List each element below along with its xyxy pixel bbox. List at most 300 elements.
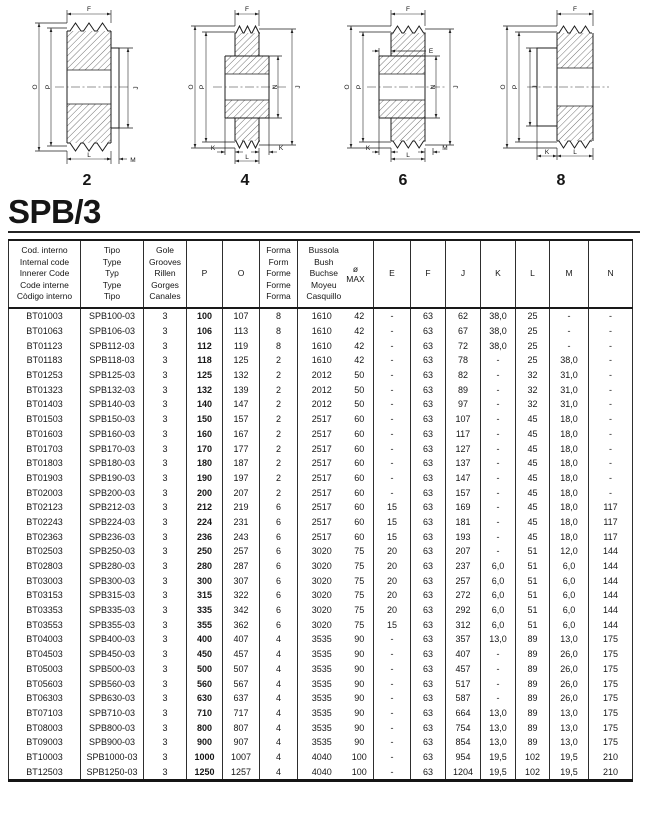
table-row: [9, 588, 633, 603]
cell-n: -: [589, 353, 633, 368]
cell-grooves: 3: [144, 544, 187, 559]
cell-form: 4: [260, 750, 298, 765]
cell-internal_code: BT02123: [26, 502, 63, 513]
cell-o: 1007: [223, 750, 260, 765]
table-row: [9, 764, 633, 780]
cell-p: 315: [187, 588, 223, 603]
cell-n: 144: [589, 573, 633, 588]
cell-p: 500: [187, 662, 223, 677]
cell-m: 13,0: [550, 735, 589, 750]
cell-n: -: [589, 382, 633, 397]
cell-f: 63: [411, 764, 446, 780]
cell-p: 140: [187, 397, 223, 412]
cell-diameter_max: 90: [354, 649, 365, 660]
cell-m: -: [550, 308, 589, 324]
dim-label-F: F: [573, 6, 577, 13]
table-header-row: [9, 240, 633, 308]
cell-p: 250: [187, 544, 223, 559]
cell-p: 300: [187, 573, 223, 588]
cell-internal_code: BT02363: [26, 531, 63, 542]
cell-o: 362: [223, 617, 260, 632]
cell-type: SPB150-03: [81, 412, 144, 427]
cell-grooves: 3: [144, 735, 187, 750]
cell-k: -: [481, 368, 516, 383]
cell-bush: 2517: [298, 427, 346, 442]
cell-bush: 2517: [298, 529, 346, 544]
cell-k: -: [481, 647, 516, 662]
cell-diameter_max: 42: [354, 326, 365, 337]
cell-bush: 3020: [298, 559, 346, 574]
cell-j: 82: [446, 368, 481, 383]
cell-n: 175: [589, 706, 633, 721]
cell-form: 4: [260, 706, 298, 721]
header-line: Tipo: [103, 291, 121, 302]
cell-f: 63: [411, 529, 446, 544]
cell-bush: 1610: [298, 338, 346, 353]
cell-l: 45: [516, 441, 550, 456]
cell-j: 517: [446, 676, 481, 691]
cell-internal_code: BT07103: [26, 707, 63, 718]
cell-p: 190: [187, 471, 223, 486]
cell-diameter_max: 60: [354, 487, 365, 498]
cell-form: 2: [260, 397, 298, 412]
col-header-l: L: [516, 240, 550, 308]
cell-form: 6: [260, 515, 298, 530]
cell-f: 63: [411, 441, 446, 456]
cell-p: 280: [187, 559, 223, 574]
cell-f: 63: [411, 471, 446, 486]
cell-form: 4: [260, 632, 298, 647]
cell-internal_code: BT02243: [26, 516, 63, 527]
cell-m: 18,0: [550, 500, 589, 515]
header-line: Forma: [266, 291, 291, 302]
header-line: Internal code: [19, 256, 70, 267]
cell-type: SPB250-03: [81, 544, 144, 559]
cell-bush: 3535: [298, 676, 346, 691]
cell-n: 144: [589, 617, 633, 632]
cell-p: 1250: [187, 764, 223, 780]
header-line: Gole: [156, 245, 174, 256]
cell-grooves: 3: [144, 750, 187, 765]
header-line: Buchse: [309, 268, 338, 279]
cell-internal_code: BT01123: [26, 340, 63, 351]
cell-e: -: [374, 427, 411, 442]
cell-e: -: [374, 735, 411, 750]
header-line: Bush: [314, 256, 334, 267]
cell-internal_code: BT04503: [26, 649, 63, 660]
dim-label-F: F: [87, 6, 91, 13]
cell-type: SPB236-03: [81, 529, 144, 544]
cell-bush: 2012: [298, 382, 346, 397]
cell-l: 51: [516, 588, 550, 603]
cell-k: 6,0: [481, 603, 516, 618]
cell-form: 6: [260, 559, 298, 574]
cell-grooves: 3: [144, 412, 187, 427]
cell-bush: 3535: [298, 691, 346, 706]
dim-label-J: J: [453, 85, 460, 89]
cell-type: SPB315-03: [81, 588, 144, 603]
cell-l: 89: [516, 676, 550, 691]
cell-f: 63: [411, 427, 446, 442]
cell-type: SPB900-03: [81, 735, 144, 750]
cell-bush: 3535: [298, 632, 346, 647]
cell-k: 6,0: [481, 573, 516, 588]
cell-f: 63: [411, 720, 446, 735]
cell-grooves: 3: [144, 441, 187, 456]
cell-j: 237: [446, 559, 481, 574]
cell-bush: 2517: [298, 500, 346, 515]
cell-diameter_max: 42: [354, 311, 365, 322]
cell-o: 322: [223, 588, 260, 603]
cell-grooves: 3: [144, 427, 187, 442]
cell-n: 144: [589, 544, 633, 559]
cell-grooves: 3: [144, 676, 187, 691]
header-line: Type: [102, 279, 122, 290]
cell-grooves: 3: [144, 529, 187, 544]
col-header-j: J: [446, 240, 481, 308]
pulley-drawing-form-8: [491, 4, 631, 171]
cell-n: 144: [589, 603, 633, 618]
cell-o: 119: [223, 338, 260, 353]
cell-k: -: [481, 691, 516, 706]
cell-internal_code: BT01503: [26, 414, 63, 425]
dim-label-L: L: [573, 149, 577, 156]
table-row: [9, 500, 633, 515]
cell-o: 132: [223, 368, 260, 383]
cell-diameter_max: 90: [354, 693, 365, 704]
cell-e: -: [374, 397, 411, 412]
page-title: SPB/3: [8, 193, 101, 230]
col-header-f: F: [411, 240, 446, 308]
cell-o: 207: [223, 485, 260, 500]
header-line: Form: [268, 256, 289, 267]
cell-l: 45: [516, 515, 550, 530]
cell-f: 63: [411, 456, 446, 471]
cell-f: 63: [411, 338, 446, 353]
cell-f: 63: [411, 397, 446, 412]
cell-l: 25: [516, 324, 550, 339]
cell-diameter_max: 60: [354, 428, 365, 439]
cell-e: -: [374, 471, 411, 486]
cell-j: 107: [446, 412, 481, 427]
cell-e: -: [374, 764, 411, 780]
cell-m: 6,0: [550, 573, 589, 588]
dim-label-L: L: [406, 152, 410, 159]
header-line: ø: [352, 263, 359, 274]
cell-f: 63: [411, 603, 446, 618]
cell-p: 800: [187, 720, 223, 735]
cell-j: 157: [446, 485, 481, 500]
cell-e: 20: [374, 573, 411, 588]
cell-type: SPB630-03: [81, 691, 144, 706]
cell-p: 180: [187, 456, 223, 471]
cell-bush: 4040: [298, 750, 346, 765]
cell-e: -: [374, 308, 411, 324]
cell-j: 292: [446, 603, 481, 618]
cell-o: 342: [223, 603, 260, 618]
cell-l: 89: [516, 706, 550, 721]
cell-l: 89: [516, 720, 550, 735]
cell-m: 18,0: [550, 471, 589, 486]
cell-internal_code: BT05603: [26, 678, 63, 689]
cell-f: 63: [411, 382, 446, 397]
cell-n: -: [589, 427, 633, 442]
cell-form: 4: [260, 720, 298, 735]
cell-l: 32: [516, 397, 550, 412]
cell-m: -: [550, 324, 589, 339]
cell-o: 147: [223, 397, 260, 412]
cell-type: SPB450-03: [81, 647, 144, 662]
cell-k: 13,0: [481, 720, 516, 735]
dim-label-N: N: [272, 84, 279, 90]
cell-internal_code: BT12503: [26, 766, 63, 777]
cell-internal_code: BT06303: [26, 693, 63, 704]
cell-e: -: [374, 412, 411, 427]
cell-diameter_max: 60: [354, 472, 365, 483]
cell-bush: 3020: [298, 617, 346, 632]
cell-m: 26,0: [550, 691, 589, 706]
cell-j: 127: [446, 441, 481, 456]
cell-o: 243: [223, 529, 260, 544]
cell-l: 45: [516, 485, 550, 500]
cell-j: 1204: [446, 764, 481, 780]
cell-o: 107: [223, 308, 260, 324]
cell-diameter_max: 42: [354, 355, 365, 366]
cell-j: 664: [446, 706, 481, 721]
cell-f: 63: [411, 632, 446, 647]
cell-n: -: [589, 324, 633, 339]
cell-p: 335: [187, 603, 223, 618]
cell-l: 51: [516, 559, 550, 574]
cell-internal_code: BT09003: [26, 737, 63, 748]
cell-m: 31,0: [550, 368, 589, 383]
cell-internal_code: BT03003: [26, 575, 63, 586]
cell-internal_code: BT03153: [26, 590, 63, 601]
cell-o: 157: [223, 412, 260, 427]
cell-e: 15: [374, 529, 411, 544]
form-number-6: 6: [398, 172, 408, 189]
cell-j: 147: [446, 471, 481, 486]
table-row: [9, 573, 633, 588]
cell-j: 854: [446, 735, 481, 750]
cell-o: 139: [223, 382, 260, 397]
cell-p: 710: [187, 706, 223, 721]
cell-grooves: 3: [144, 485, 187, 500]
table-row: [9, 427, 633, 442]
header-line: Forme: [266, 268, 291, 279]
cell-p: 160: [187, 427, 223, 442]
cell-p: 630: [187, 691, 223, 706]
cell-k: 6,0: [481, 588, 516, 603]
table-row: [9, 706, 633, 721]
cell-k: -: [481, 427, 516, 442]
cell-grooves: 3: [144, 308, 187, 324]
cell-grooves: 3: [144, 368, 187, 383]
cell-form: 6: [260, 529, 298, 544]
table-row: [9, 750, 633, 765]
cell-bush: 3020: [298, 573, 346, 588]
table-row: [9, 368, 633, 383]
cell-f: 63: [411, 706, 446, 721]
cell-form: 8: [260, 308, 298, 324]
cell-type: SPB180-03: [81, 456, 144, 471]
cell-e: -: [374, 647, 411, 662]
cell-p: 560: [187, 676, 223, 691]
cell-form: 2: [260, 382, 298, 397]
cell-grooves: 3: [144, 647, 187, 662]
dim-label-O: O: [188, 84, 195, 90]
cell-e: -: [374, 324, 411, 339]
dim-label-P: P: [356, 84, 363, 90]
col-header-k: K: [481, 240, 516, 308]
cell-k: 6,0: [481, 559, 516, 574]
table-row: [9, 308, 633, 324]
cell-e: 20: [374, 588, 411, 603]
cell-f: 63: [411, 308, 446, 324]
dim-label-K-left: K: [210, 145, 216, 152]
cell-grooves: 3: [144, 662, 187, 677]
cell-l: 32: [516, 382, 550, 397]
cell-n: 175: [589, 720, 633, 735]
dim-label-M: M: [130, 157, 136, 164]
table-row: [9, 441, 633, 456]
cell-f: 63: [411, 691, 446, 706]
cell-k: 13,0: [481, 706, 516, 721]
cell-internal_code: BT10003: [26, 751, 63, 762]
cell-internal_code: BT01403: [26, 399, 63, 410]
cell-p: 400: [187, 632, 223, 647]
pulley-drawing-form-4: [175, 4, 315, 171]
cell-diameter_max: 60: [354, 531, 365, 542]
header-line: MAX: [346, 274, 365, 284]
table-row: [9, 617, 633, 632]
cell-diameter_max: 90: [354, 737, 365, 748]
dim-label-F: F: [406, 6, 410, 13]
col-header-p: P: [187, 240, 223, 308]
cell-k: -: [481, 382, 516, 397]
cell-internal_code: BT02003: [26, 487, 63, 498]
col-header-grooves: [144, 240, 187, 308]
cell-bush: 2517: [298, 456, 346, 471]
cell-n: 117: [589, 500, 633, 515]
table-row: [9, 382, 633, 397]
cell-m: 13,0: [550, 632, 589, 647]
header-line: Forma: [266, 245, 291, 256]
cell-bush: 2517: [298, 441, 346, 456]
col-header-form: [260, 240, 298, 308]
cell-n: 175: [589, 632, 633, 647]
cell-internal_code: BT01323: [26, 384, 63, 395]
cell-bush: 2012: [298, 368, 346, 383]
cell-o: 287: [223, 559, 260, 574]
cell-o: 307: [223, 573, 260, 588]
header-line: Moyeu: [311, 279, 337, 290]
cell-grooves: 3: [144, 603, 187, 618]
cell-k: 6,0: [481, 617, 516, 632]
cell-grooves: 3: [144, 720, 187, 735]
cell-k: -: [481, 456, 516, 471]
cell-f: 63: [411, 500, 446, 515]
cell-o: 1257: [223, 764, 260, 780]
cell-form: 4: [260, 647, 298, 662]
cell-f: 63: [411, 573, 446, 588]
cell-internal_code: BT03553: [26, 619, 63, 630]
cell-f: 63: [411, 735, 446, 750]
cell-diameter_max: 75: [354, 619, 365, 630]
cell-j: 67: [446, 324, 481, 339]
cell-grooves: 3: [144, 456, 187, 471]
cell-j: 954: [446, 750, 481, 765]
cell-m: 26,0: [550, 662, 589, 677]
pulley-drawing-form-2: [17, 4, 157, 171]
cell-k: -: [481, 441, 516, 456]
cell-form: 8: [260, 324, 298, 339]
cell-m: 26,0: [550, 647, 589, 662]
form-number-8: 8: [556, 172, 566, 189]
table-row: [9, 676, 633, 691]
cell-n: -: [589, 456, 633, 471]
cell-diameter_max: 42: [354, 340, 365, 351]
cell-n: 144: [589, 559, 633, 574]
cell-grooves: 3: [144, 500, 187, 515]
cell-diameter_max: 60: [354, 414, 365, 425]
pulley-diagram-form-2: [8, 4, 166, 189]
cell-n: 175: [589, 662, 633, 677]
cell-grooves: 3: [144, 706, 187, 721]
cell-diameter_max: 75: [354, 590, 365, 601]
cell-internal_code: BT01903: [26, 472, 63, 483]
cell-p: 150: [187, 412, 223, 427]
cell-e: -: [374, 485, 411, 500]
cell-type: SPB112-03: [81, 338, 144, 353]
cell-grooves: 3: [144, 338, 187, 353]
cell-l: 45: [516, 427, 550, 442]
cell-p: 1000: [187, 750, 223, 765]
cell-k: -: [481, 471, 516, 486]
cell-form: 6: [260, 617, 298, 632]
cell-type: SPB132-03: [81, 382, 144, 397]
dim-label-O: O: [500, 84, 507, 90]
cell-type: SPB160-03: [81, 427, 144, 442]
cell-l: 51: [516, 544, 550, 559]
cell-e: -: [374, 382, 411, 397]
table-row: [9, 720, 633, 735]
dim-label-L: L: [245, 154, 249, 161]
cell-internal_code: BT01703: [26, 443, 63, 454]
cell-e: -: [374, 368, 411, 383]
cell-e: -: [374, 691, 411, 706]
cell-j: 193: [446, 529, 481, 544]
cell-k: 19,5: [481, 764, 516, 780]
cell-p: 170: [187, 441, 223, 456]
col-header-o: O: [223, 240, 260, 308]
cell-j: 407: [446, 647, 481, 662]
cell-l: 25: [516, 308, 550, 324]
cell-f: 63: [411, 647, 446, 662]
cell-form: 2: [260, 412, 298, 427]
cell-k: -: [481, 397, 516, 412]
pulley-drawing-form-6: [333, 4, 473, 171]
cell-o: 113: [223, 324, 260, 339]
cell-form: 2: [260, 456, 298, 471]
cell-f: 63: [411, 485, 446, 500]
cell-f: 63: [411, 324, 446, 339]
cell-m: 38,0: [550, 353, 589, 368]
cell-diameter_max: 100: [351, 751, 367, 762]
cell-k: 13,0: [481, 632, 516, 647]
header-line: Cod. interno: [21, 245, 68, 256]
cell-n: -: [589, 485, 633, 500]
